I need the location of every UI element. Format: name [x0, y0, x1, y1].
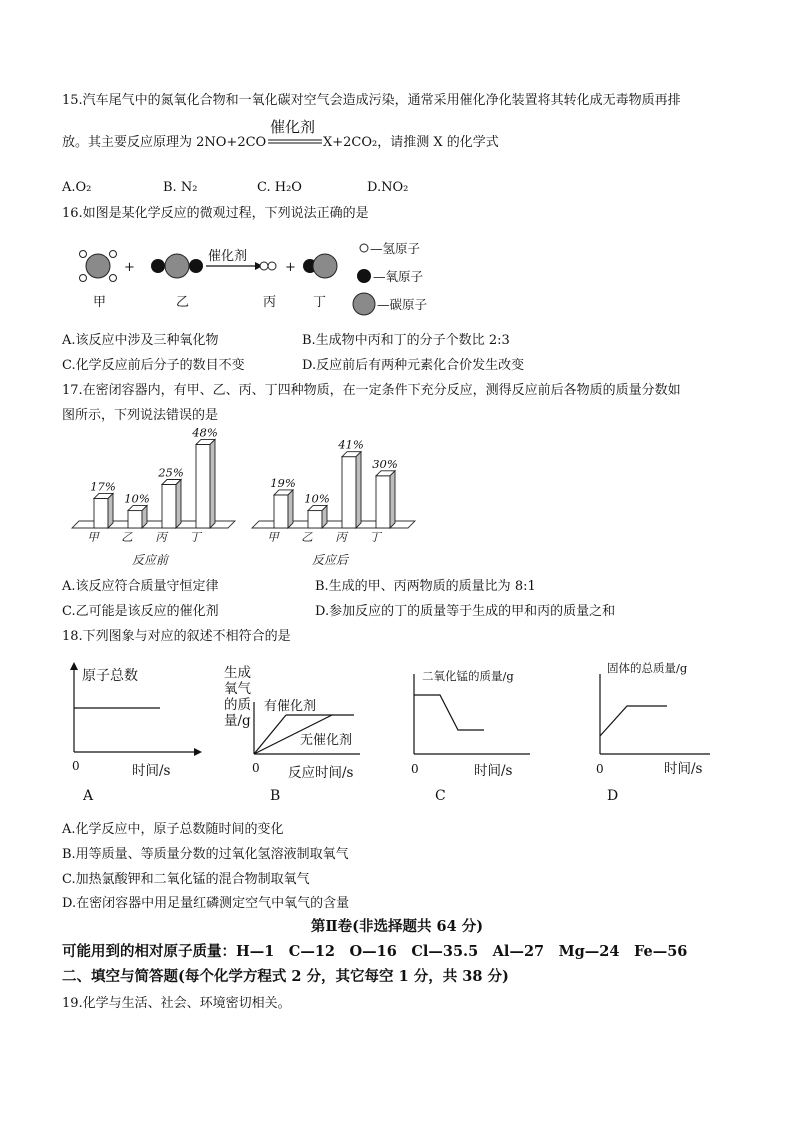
q15-line1: 15.汽车尾气中的氮氧化合物和一氧化碳对空气会造成污染，通常采用催化净化装置将其转化成无毒物质再排 [62, 93, 681, 108]
part2-title: 第Ⅱ卷(非选择题共 64 分) [310, 918, 484, 935]
graph-b-xlabel: 反应时间/s [288, 765, 354, 781]
graph-b-ylabel-1: 生成 [224, 665, 251, 681]
bar-category-label: 乙 [301, 530, 313, 544]
q19-stem: 19.化学与生活、社会、环境密切相关。 [62, 996, 291, 1011]
q16-option-b: B.生成物中丙和丁的分子个数比 2:3 [302, 333, 510, 348]
q16-molecule-diagram [60, 238, 460, 313]
q18-option-a: A.化学反应中，原子总数随时间的变化 [62, 822, 284, 837]
bar-丁 [196, 439, 215, 528]
bar-value-label: 30% [372, 456, 398, 471]
q17-stem-line1: 17.在密闭容器内，有甲、乙、丙、丁四种物质，在一定条件下充分反应，测得反应前后各物质的质量分数如 [62, 383, 681, 398]
bar-丙 [162, 480, 181, 529]
chart-title: 反应后 [311, 553, 349, 567]
bar-value-label: 19% [270, 475, 296, 490]
legend-c: —碳原子 [377, 297, 428, 312]
bar-乙 [128, 506, 147, 528]
q17-stem-line2: 图所示，下列说法错误的是 [62, 408, 219, 423]
plus-1: + [124, 260, 135, 275]
bar-丙 [342, 452, 361, 528]
graph-d-origin: 0 [596, 762, 604, 776]
graph-a-letter: A [83, 788, 94, 804]
graph-c-ylabel: 二氧化锰的质量/g [422, 669, 514, 683]
q18-option-b: B.用等质量、等质量分数的过氧化氢溶液制取氧气 [62, 847, 349, 862]
bar-value-label: 10% [124, 491, 150, 506]
graph-c-letter: C [435, 788, 446, 804]
graph-d-letter: D [607, 788, 619, 804]
graph-b-ylabel-2: 氧气 [224, 681, 251, 697]
q15-line2-suffix: X+2CO₂，请推测 X 的化学式 [323, 135, 499, 150]
label-yi: 乙 [176, 295, 190, 310]
bar-乙 [308, 506, 327, 528]
legend-o-circle [357, 269, 371, 283]
bar-chart-before [70, 425, 240, 570]
legend-c-circle [353, 293, 375, 315]
q17-option-d: D.参加反应的丁的质量等于生成的甲和丙的质量之和 [315, 604, 616, 619]
q16-option-d: D.反应前后有两种元素化合价发生改变 [302, 358, 525, 373]
bar-category-label: 丙 [155, 530, 167, 544]
q18-option-d: D.在密闭容器中用足量红磷测定空气中氧气的含量 [62, 896, 350, 911]
bar-category-label: 甲 [267, 530, 279, 544]
graph-a-origin: 0 [72, 759, 80, 773]
bar-category-label: 甲 [87, 530, 99, 544]
graph-c-origin: 0 [411, 762, 419, 776]
graph-d-xlabel: 时间/s [664, 761, 703, 777]
graph-a [60, 660, 200, 810]
bar-category-label: 丁 [369, 530, 381, 544]
bar-丁 [376, 471, 395, 528]
graph-b-curve-catalyst [254, 715, 286, 754]
bar-category-label: 丙 [335, 530, 347, 544]
q18-stem: 18.下列图象与对应的叙述不相符合的是 [62, 629, 291, 644]
graph-b-origin: 0 [252, 761, 260, 775]
molecule-yi [151, 254, 203, 278]
atomic-masses: 可能用到的相对原子质量：H—1 C—12 O—16 Cl—35.5 Al—27 Mg—24 Fe—56 [62, 943, 688, 960]
label-ding: 丁 [313, 295, 327, 310]
q16-stem: 16.如图是某化学反应的微观过程，下列说法正确的是 [62, 206, 369, 221]
graph-b-curve1-label: 有催化剂 [264, 699, 317, 714]
bar-甲 [94, 493, 113, 528]
equals-sign [268, 139, 322, 145]
bar-value-label: 10% [304, 491, 330, 506]
legend-h-circle [360, 244, 368, 252]
bar-value-label: 25% [158, 465, 184, 480]
bar-category-label: 乙 [121, 530, 133, 544]
bar-value-label: 48% [192, 425, 218, 440]
graph-d-ylabel: 固体的总质量/g [607, 661, 688, 675]
graph-b [220, 662, 375, 810]
graph-b-curve2-label: 无催化剂 [300, 733, 353, 748]
molecule-jia [80, 251, 117, 282]
q16-option-c: C.化学反应前后分子的数目不变 [62, 358, 245, 373]
graph-d [585, 656, 725, 810]
q15-option-c: C. H₂O [257, 180, 302, 195]
graph-b-ylabel-3: 的质 [224, 697, 251, 713]
section-heading: 二、填空与简答题(每个化学方程式 2 分，其它每空 1 分，共 38 分) [62, 968, 509, 985]
molecule-bing [260, 262, 276, 270]
graph-c-xlabel: 时间/s [474, 763, 513, 779]
bar-value-label: 17% [90, 479, 116, 494]
q15-option-d: D.NO₂ [367, 180, 409, 195]
graph-c-line [414, 695, 484, 730]
bar-chart-after [250, 437, 420, 570]
legend-h: —氢原子 [370, 241, 421, 256]
graph-d-line [600, 706, 667, 736]
bar-value-label: 41% [338, 437, 364, 452]
graph-a-xlabel: 时间/s [132, 763, 171, 779]
bar-甲 [274, 490, 293, 528]
plus-2: + [285, 260, 296, 275]
label-bing: 丙 [263, 295, 277, 310]
q16-option-a: A.该反应中涉及三种氧化物 [62, 333, 219, 348]
bar-category-label: 丁 [189, 530, 201, 544]
molecule-ding [303, 254, 337, 278]
q17-option-a: A.该反应符合质量守恒定律 [62, 579, 219, 594]
graph-a-ylabel: 原子总数 [82, 668, 138, 684]
graph-b-ylabel-4: 量/g [224, 713, 251, 729]
chart-title: 反应前 [131, 553, 169, 567]
label-jia: 甲 [93, 295, 107, 310]
q15-line2-prefix: 放。其主要反应原理为 2NO+2CO [62, 135, 267, 150]
arrow-label: 催化剂 [208, 249, 248, 264]
legend-o: —氧原子 [373, 269, 424, 284]
q18-option-c: C.加热氯酸钾和二氧化锰的混合物制取氧气 [62, 872, 310, 887]
q17-option-b: B.生成的甲、丙两物质的质量比为 8:1 [315, 579, 536, 594]
q15-option-a: A.O₂ [62, 180, 92, 195]
q15-catalyst: 催化剂 [270, 118, 316, 136]
graph-b-letter: B [270, 788, 281, 804]
graph-c [400, 660, 540, 810]
q17-option-c: C.乙可能是该反应的催化剂 [62, 604, 219, 619]
q15-option-b: B. N₂ [163, 180, 198, 195]
